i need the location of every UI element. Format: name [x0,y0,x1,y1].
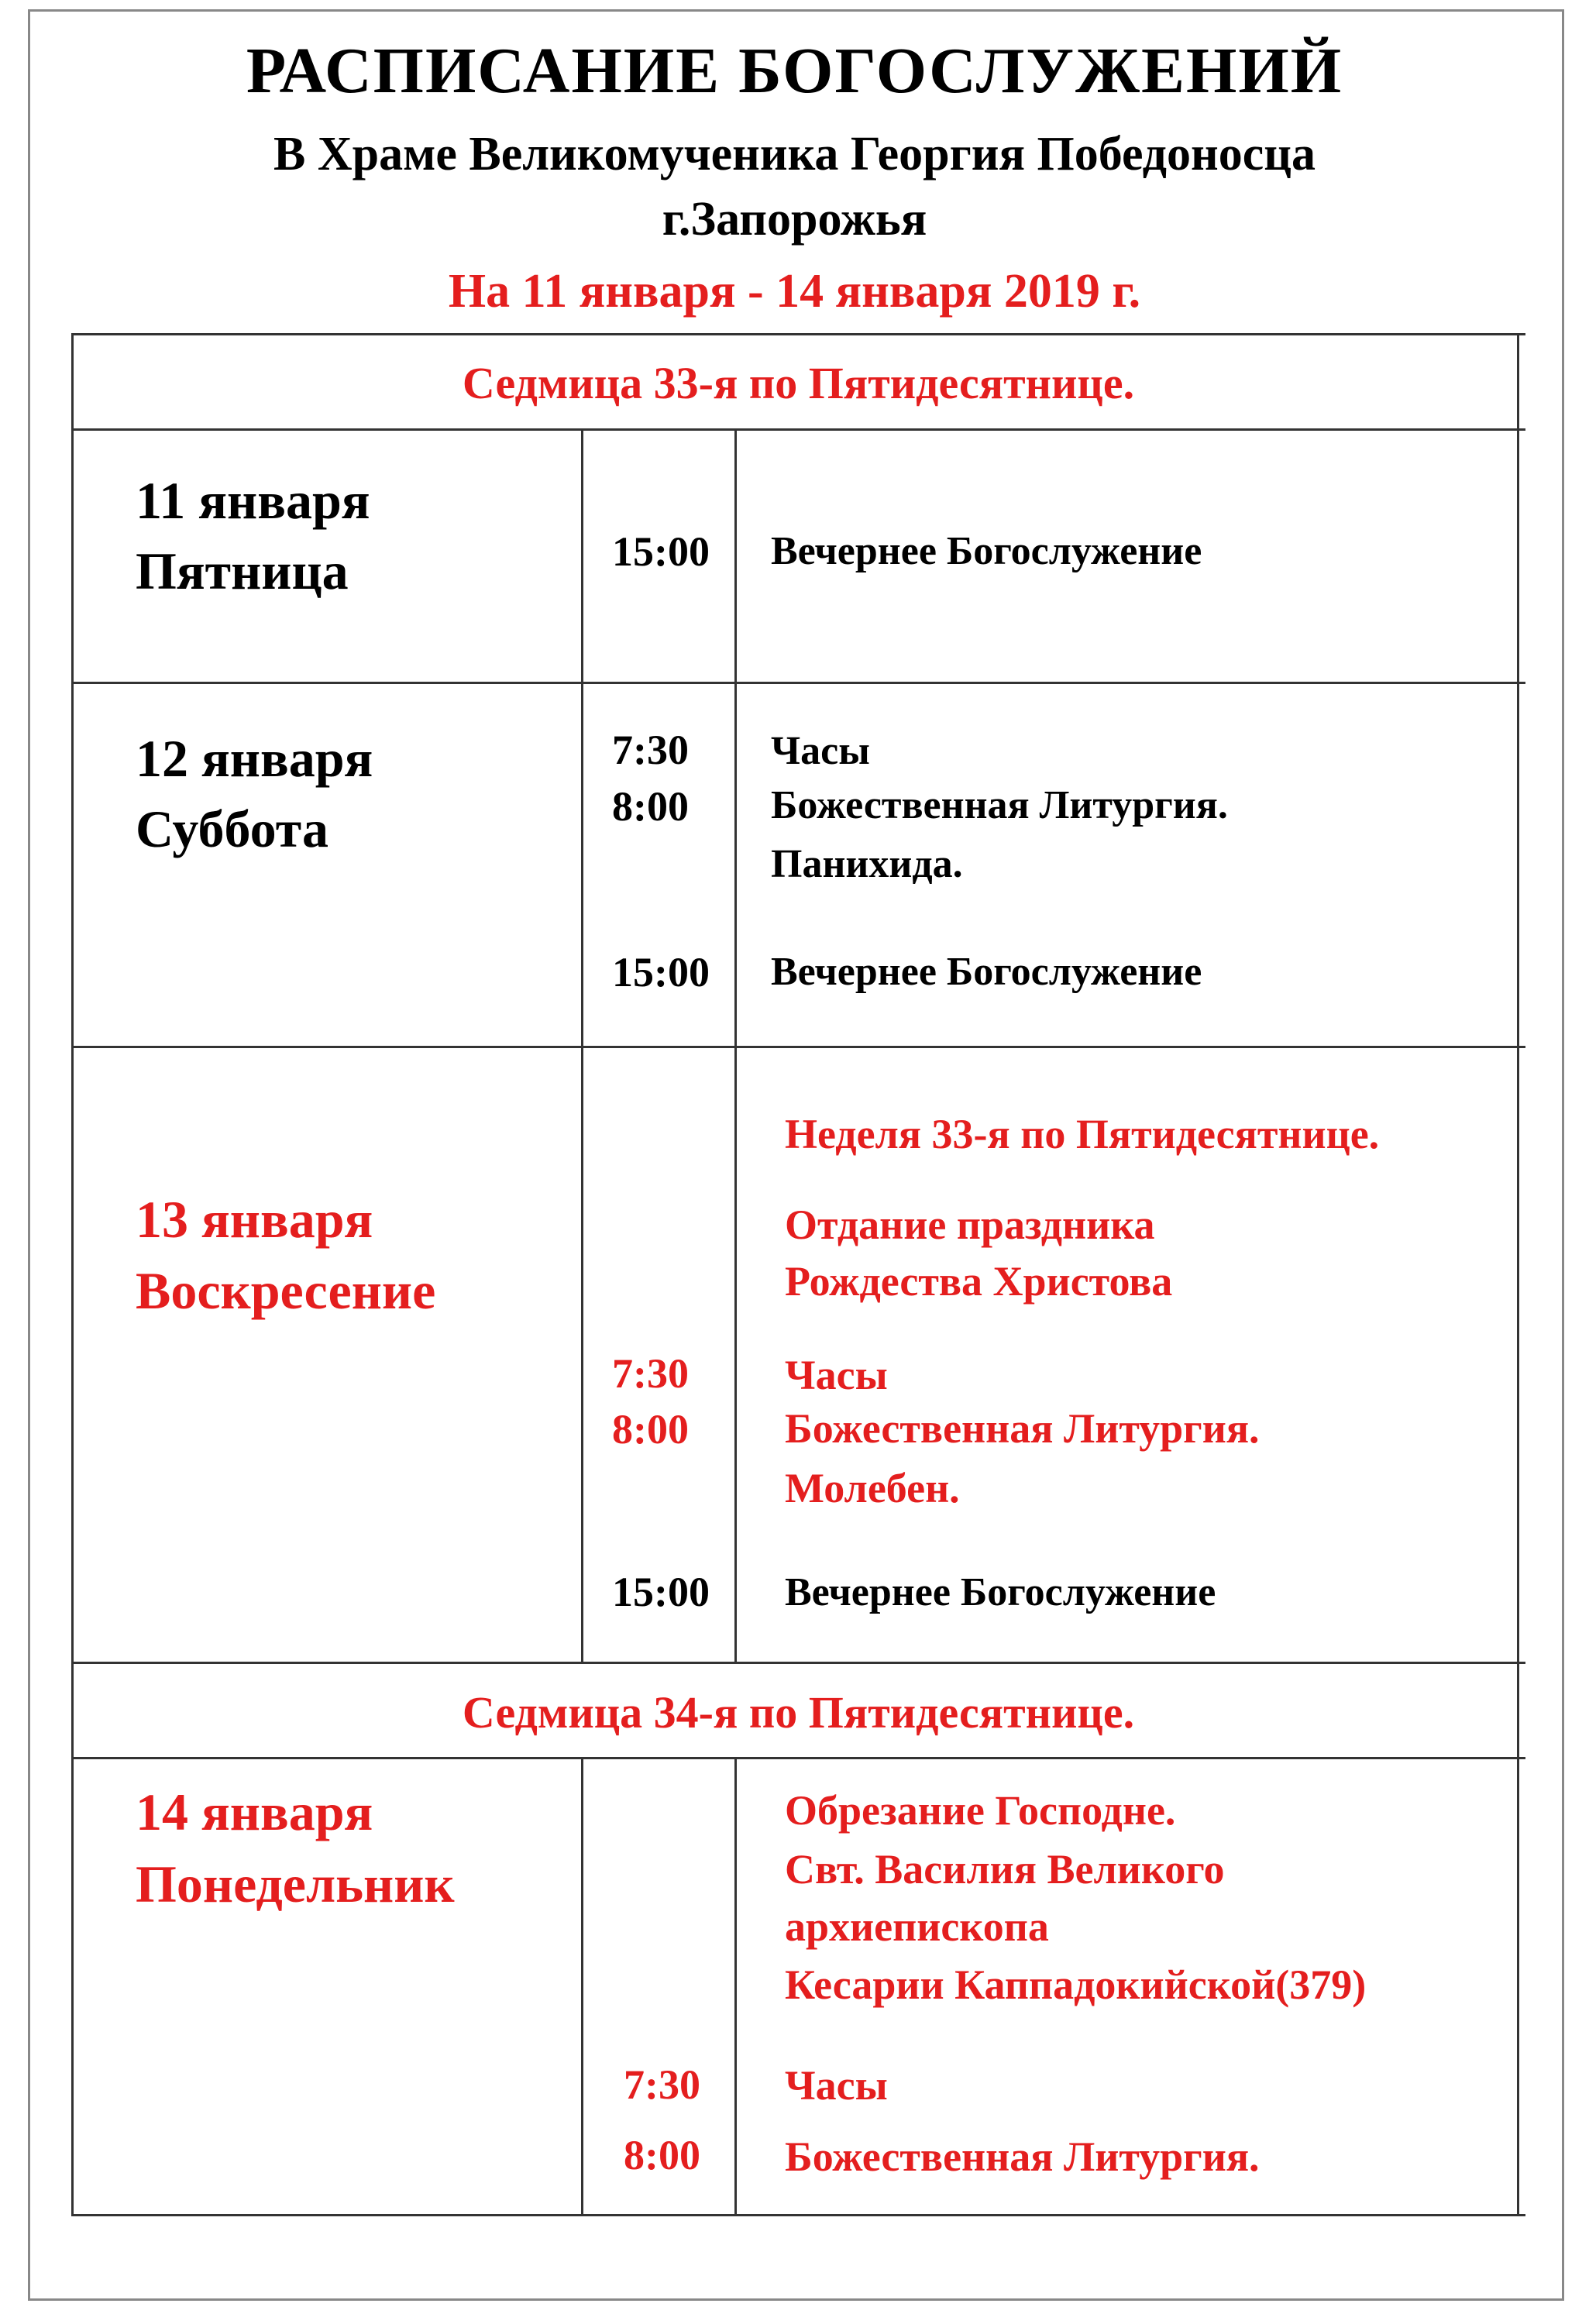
service-name: Вечернее Богослужение [785,1570,1216,1614]
service-time: 8:00 [612,783,689,830]
day-date: 12 января [136,729,373,788]
column-divider [581,428,583,1664]
column-divider [581,1757,583,2216]
service-name: Божественная Литургия. [771,783,1228,827]
service-time: 15:00 [612,949,710,995]
service-name: Божественная Литургия. [785,1405,1260,1452]
table-border-bottom [71,2214,1525,2216]
day-date: 13 января [136,1190,373,1249]
week-heading: Седмица 33-я по Пятидесятнице. [462,358,1135,408]
row-divider [71,428,1525,431]
service-name: Молебен. [785,1465,960,1511]
service-name: Вечернее Богослужение [771,529,1202,573]
page-title: РАСПИСАНИЕ БОГОСЛУЖЕНИЙ [246,35,1343,107]
column-divider [734,1757,737,2216]
service-name: Вечернее Богослужение [771,950,1202,994]
feast-line: Свт. Василия Великого [785,1846,1225,1893]
row-divider [71,1757,1525,1759]
day-weekday: Понедельник [136,1855,455,1913]
day-weekday: Воскресение [136,1261,436,1320]
service-name: Часы [771,729,870,773]
feast-line: архиепископа [785,1903,1049,1950]
table-border-left [71,333,74,2216]
service-name: Панихида. [771,842,963,886]
day-date: 14 января [136,1783,373,1841]
feast-line: Отдание праздника [785,1202,1155,1248]
feast-line: Неделя 33-я по Пятидесятнице. [785,1111,1380,1157]
row-divider [71,1662,1525,1664]
service-time: 8:00 [624,2132,700,2178]
day-weekday: Суббота [136,799,328,858]
feast-line: Кесарии Каппадокийской(379) [785,1961,1367,2008]
column-divider [734,428,737,1664]
service-time: 15:00 [612,528,710,575]
service-time: 7:30 [612,727,689,773]
service-time: 7:30 [612,1350,689,1397]
service-time: 7:30 [624,2061,700,2108]
city-name: г.Запорожья [662,193,927,246]
day-date: 11 января [136,471,370,530]
week-heading: Седмица 34-я по Пятидесятнице. [462,1687,1135,1738]
church-name: В Храме Великомученика Георгия Победоносца [273,128,1316,180]
table-border-top [71,333,1525,335]
service-time: 15:00 [612,1569,710,1615]
row-divider [71,682,1525,684]
service-name: Часы [785,2062,888,2109]
feast-line: Обрезание Господне. [785,1787,1176,1834]
date-range: На 11 января - 14 января 2019 г. [448,265,1141,318]
day-weekday: Пятница [136,541,349,600]
feast-line: Рождества Христова [785,1258,1173,1305]
service-name: Часы [785,1352,888,1398]
row-divider [71,1046,1525,1048]
table-border-right [1517,333,1519,2216]
service-name: Божественная Литургия. [785,2133,1260,2180]
service-time: 8:00 [612,1406,689,1452]
